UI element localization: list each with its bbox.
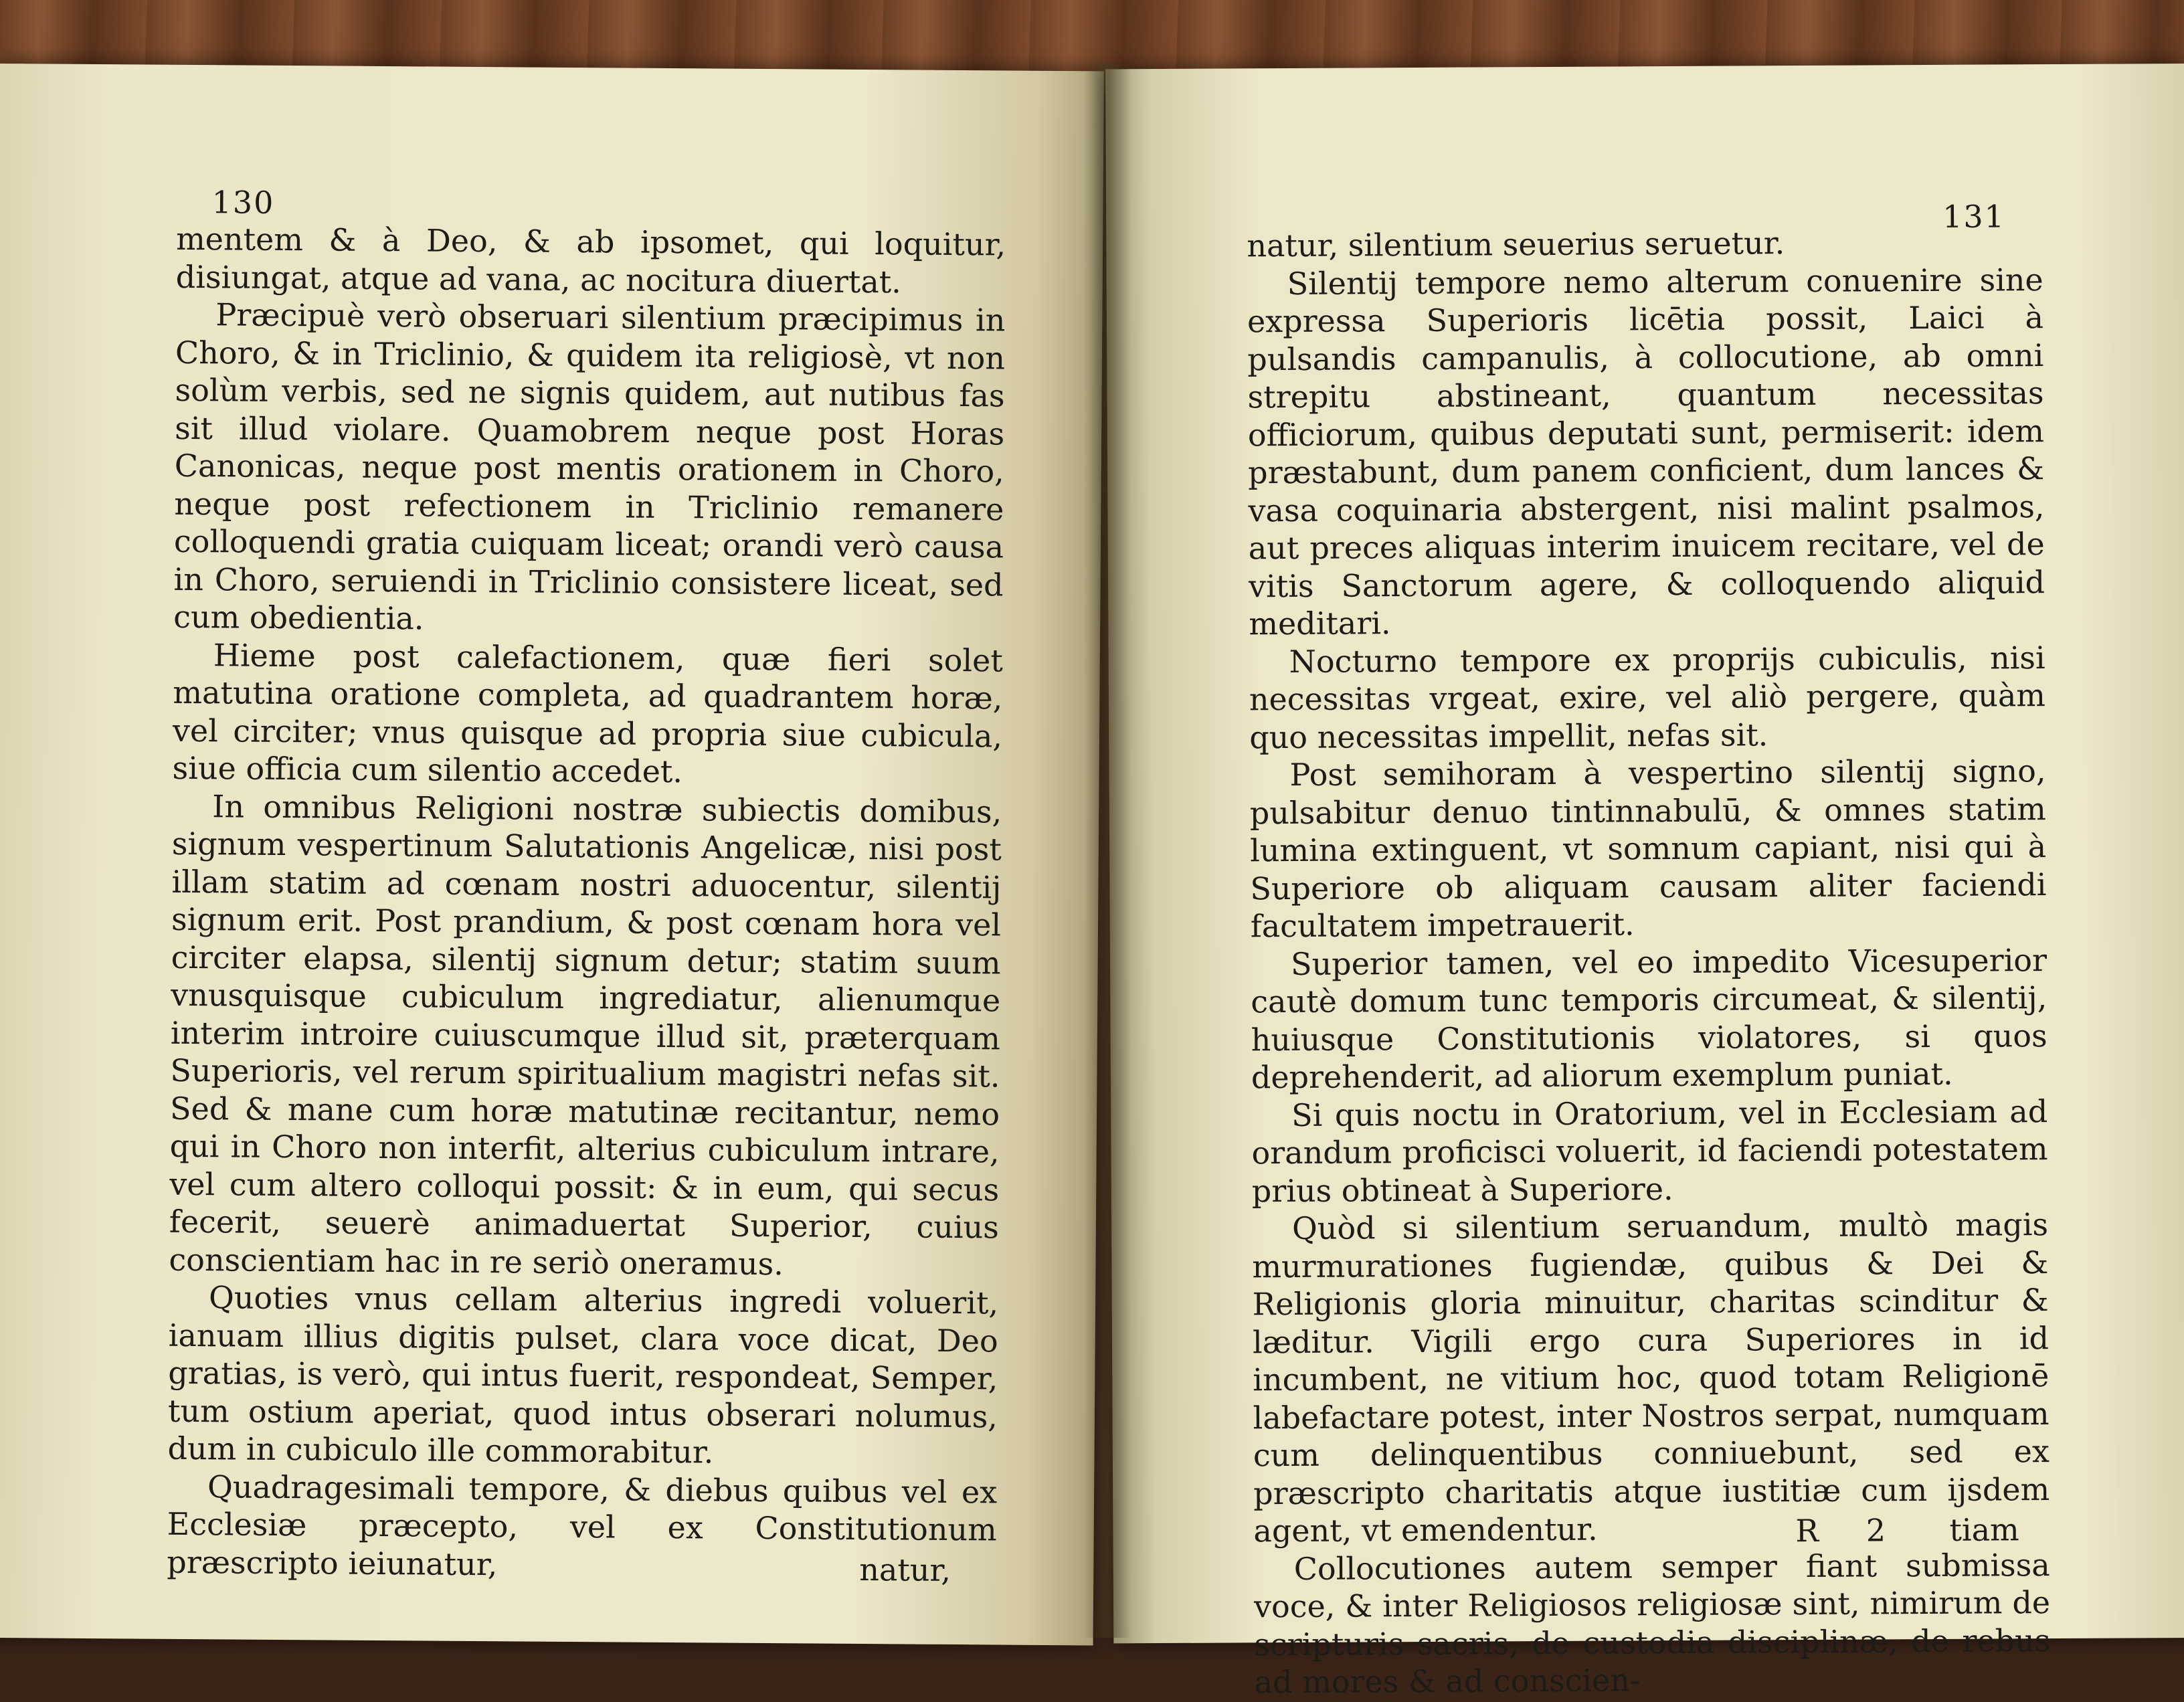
catchword: natur, [859, 1551, 951, 1588]
paragraph: Superior tamen, vel eo impedito Vicesuperior cautè domum tunc temporis circumeat, & silentij, huiusque Constitutionis violatores, si quos deprehenderit, ad aliorum exemplum puniat. [1251, 941, 2047, 1096]
book-gutter [1084, 64, 1131, 1638]
paragraph: Hieme post calefactionem, quæ fieri solet matutina oratione completa, ad quadrantem horæ, vel circiter; vnus quisque ad propria siue cubicula, siue officia cum silentio accedet. [172, 636, 1003, 790]
paragraph: natur, silentium seuerius seruetur. [1247, 225, 1785, 264]
page-number: 131 [1942, 198, 2006, 235]
catchword: tiam [1949, 1511, 2019, 1548]
paragraph: Præcipuè verò obseruari silentium præcipimus in Choro, & in Triclinio, & quidem ita religiosè, vt non solùm verbis, sed ne signis quidem, aut nutibus fas sit illud violare. Quamobrem neque post Horas Canonicas, neque post mentis orationem in Choro, neque post refectionem in Triclinio remanere colloquendi gratia cuiquam liceat; orandi verò causa in Choro, seruiendi in Triclinio consistere liceat, sed cum obedientia. [173, 296, 1006, 637]
right-page-text [1247, 223, 2051, 1701]
signature-mark: R 2 [1795, 1512, 1905, 1549]
paragraph: mentem & à Deo, & ab ipsomet, qui loquitur, disiungat, atque ad vana, ac nocitura diuertat. [175, 220, 1006, 300]
paragraph: Quoties vnus cellam alterius ingredi voluerit, ianuam illius digitis pulset, clara voce dicat, Deo gratias, is verò, qui intus fuerit, respondeat, Semper, tum ostium aperiat, quod intus obserari nolumus, dum in cubiculo ille commorabitur. [167, 1279, 999, 1471]
left-page-text [167, 220, 1006, 1587]
paragraph: Post semihoram à vespertino silentij signo, pulsabitur denuo tintinnabulū, & omnes statim lumina extinguent, vt somnum capiant, nisi qui à Superiore ob aliquam causam aliter faciendi facultatem impetrauerit. [1249, 753, 2047, 945]
paragraph: Quadragesimali tempore, & diebus quibus vel ex Ecclesiæ præcepto, vel ex Constitutionum præscripto ieiunatur, [167, 1468, 998, 1582]
page-number: 130 [211, 184, 275, 221]
paragraph: Collocutiones autem semper fiant submissa voce, & inter Religiosos religiosæ sint, nimirum de scripturis sacris, de custodia disciplinæ, de rebus ad mores & ad conscien- [1253, 1546, 2051, 1701]
right-page [1105, 64, 2184, 1701]
paragraph: Quòd si silentium seruandum, multò magis murmurationes fugiendæ, quibus & Dei & Religionis gloria minuitur, charitas scinditur & læditur. Vigili ergo cura Superiores in id incumbent, ne vitium hoc, quod totam Religionē labefactare potest, inter Nostros serpat, numquam cum delinquentibus conniuebunt, sed ex præscripto charitatis atque iustitiæ cum ijsdem agent, vt emendentur. [1252, 1206, 2050, 1549]
paragraph: Nocturno tempore ex proprijs cubiculis, nisi necessitas vrgeat, exire, vel aliò pergere, quàm quo necessitas impellit, nefas sit. [1249, 639, 2046, 755]
paragraph: In omnibus Religioni nostræ subiectis domibus, signum vespertinum Salutationis Angelicæ, nisi post illam statim ad cœnam nostri aduocentur, silentij signum erit. Post prandium, & post cœnam hora vel circiter elapsa, silentij signum detur; statim suum vnusquisque cubiculum ingrediatur, alienumque interim introire cuiuscumque illud sit, præterquam Superioris, vel rerum spiritualium magistri nefas sit. Sed & mane cum horæ matutinæ recitantur, nemo qui in Choro non interfit, alterius cubiculum intrare, vel cum altero colloqui possit: & in eum, qui secus fecerit, seuerè animaduertat Superior, cuius conscientiam hac in re seriò oneramus. [169, 787, 1002, 1282]
paragraph: Si quis noctu in Oratorium, vel in Ecclesiam ad orandum proficisci voluerit, id faciendi potestatem prius obtineat à Superiore. [1251, 1093, 2048, 1209]
left-page [0, 64, 1104, 1645]
paragraph: Silentij tempore nemo alterum conuenire sine expressa Superioris licētia possit, Laici à pulsandis campanulis, à collocutione, ab omni strepitu abstineant, quantum necessitas officiorum, quibus deputati sunt, permiserit: idem præstabunt, dum panem conficient, dum lances & vasa coquinaria abstergent, nisi malint psalmos, aut preces aliquas interim inuicem recitare, vel de vitis Sanctorum agere, & colloquendo aliquid meditari. [1247, 261, 2045, 642]
